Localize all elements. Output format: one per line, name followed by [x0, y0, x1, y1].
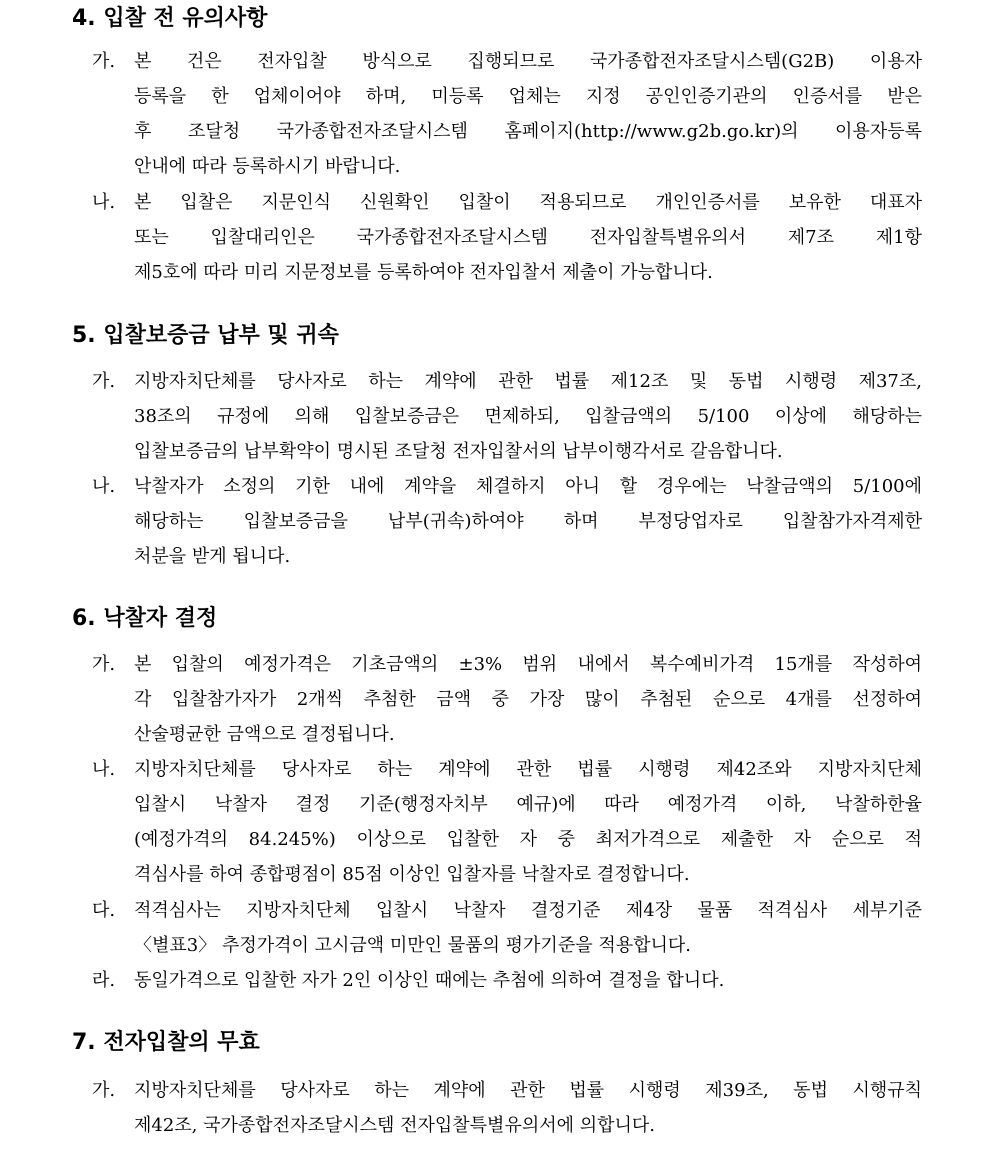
item-line: 각 입찰참가자가 2개씩 추첨한 금액 중 가장 많이 추첨된 순으로 4개를 선정하여 — [134, 689, 922, 710]
item-line: 본 입찰의 예정가격은 기초금액의 ±3% 범위 내에서 복수예비가격 15개를 작성하여 — [134, 654, 922, 675]
item-line: 또는 입찰대리인은 국가종합전자조달시스템 전자입찰특별유의서 제7조 제1항 — [134, 227, 922, 248]
section-heading-5: 5. 입찰보증금 납부 및 귀속 — [72, 323, 339, 348]
item-marker: 라. — [92, 970, 116, 991]
section-heading-6: 6. 낙찰자 결정 — [72, 606, 218, 631]
item-line: 제42조, 국가종합전자조달시스템 전자입찰특별유의서에 의합니다. — [134, 1115, 655, 1136]
item-line: 제5호에 따라 미리 지문정보를 등록하여야 전자입찰서 제출이 가능합니다. — [134, 262, 713, 283]
item-line: 지방자치단체를 당사자로 하는 계약에 관한 법률 시행령 제42조와 지방자치단체 — [134, 759, 922, 780]
item-line: 〈별표3〉 추정가격이 고시금액 미만인 물품의 평가기준을 적용합니다. — [134, 935, 691, 956]
item-line: 안내에 따라 등록하시기 바랍니다. — [134, 156, 401, 177]
item-marker: 가. — [92, 1080, 116, 1101]
item-line: 낙찰자가 소정의 기한 내에 계약을 체결하지 아니 할 경우에는 낙찰금액의 5/100에 — [134, 476, 922, 497]
item-marker: 가. — [92, 51, 116, 72]
item-marker: 나. — [92, 476, 116, 497]
item-line: 동일가격으로 입찰한 자가 2인 이상인 때에는 추첨에 의하여 결정을 합니다. — [134, 970, 725, 991]
item-line: 본 건은 전자입찰 방식으로 집행되므로 국가종합전자조달시스템(G2B) 이용자 — [134, 51, 922, 72]
item-line: 등록을 한 업체이어야 하며, 미등록 업체는 지정 공인인증기관의 인증서를 받은 — [134, 86, 922, 107]
item-marker: 가. — [92, 654, 116, 675]
item-line: 후 조달청 국가종합전자조달시스템 홈페이지(http://www.g2b.go.kr)의 이용자등록 — [134, 121, 922, 142]
item-marker: 나. — [92, 759, 116, 780]
section-heading-7: 7. 전자입찰의 무효 — [72, 1030, 260, 1055]
item-line: 산술평균한 금액으로 결정됩니다. — [134, 724, 395, 745]
item-line: 적격심사는 지방자치단체 입찰시 낙찰자 결정기준 제4장 물품 적격심사 세부기준 — [134, 900, 922, 921]
item-marker: 가. — [92, 371, 116, 392]
item-line: 입찰시 낙찰자 결정 기준(행정자치부 예규)에 따라 예정가격 이하, 낙찰하한율 — [134, 794, 922, 815]
item-line: 지방자치단체를 당사자로 하는 계약에 관한 법률 시행령 제39조, 동법 시행규칙 — [134, 1080, 922, 1101]
section-heading-4: 4. 입찰 전 유의사항 — [72, 6, 268, 31]
item-line: 해당하는 입찰보증금을 납부(귀속)하여야 하며 부정당업자로 입찰참가자격제한 — [134, 511, 922, 532]
item-line: 본 입찰은 지문인식 신원확인 입찰이 적용되므로 개인인증서를 보유한 대표자 — [134, 192, 922, 213]
item-line: (예정가격의 84.245%) 이상으로 입찰한 자 중 최저가격으로 제출한 자 순으로 적 — [134, 829, 922, 850]
item-marker: 나. — [92, 192, 116, 213]
item-line: 격심사를 하여 종합평점이 85점 이상인 입찰자를 낙찰자로 결정합니다. — [134, 864, 690, 885]
item-line: 38조의 규정에 의해 입찰보증금은 면제하되, 입찰금액의 5/100 이상에 해당하는 — [134, 406, 922, 427]
item-line: 처분을 받게 됩니다. — [134, 546, 291, 567]
item-line: 지방자치단체를 당사자로 하는 계약에 관한 법률 제12조 및 동법 시행령 제37조, — [134, 371, 922, 392]
item-line: 입찰보증금의 납부확약이 명시된 조달청 전자입찰서의 납부이행각서로 갈음합니다. — [134, 441, 783, 462]
item-marker: 다. — [92, 900, 116, 921]
